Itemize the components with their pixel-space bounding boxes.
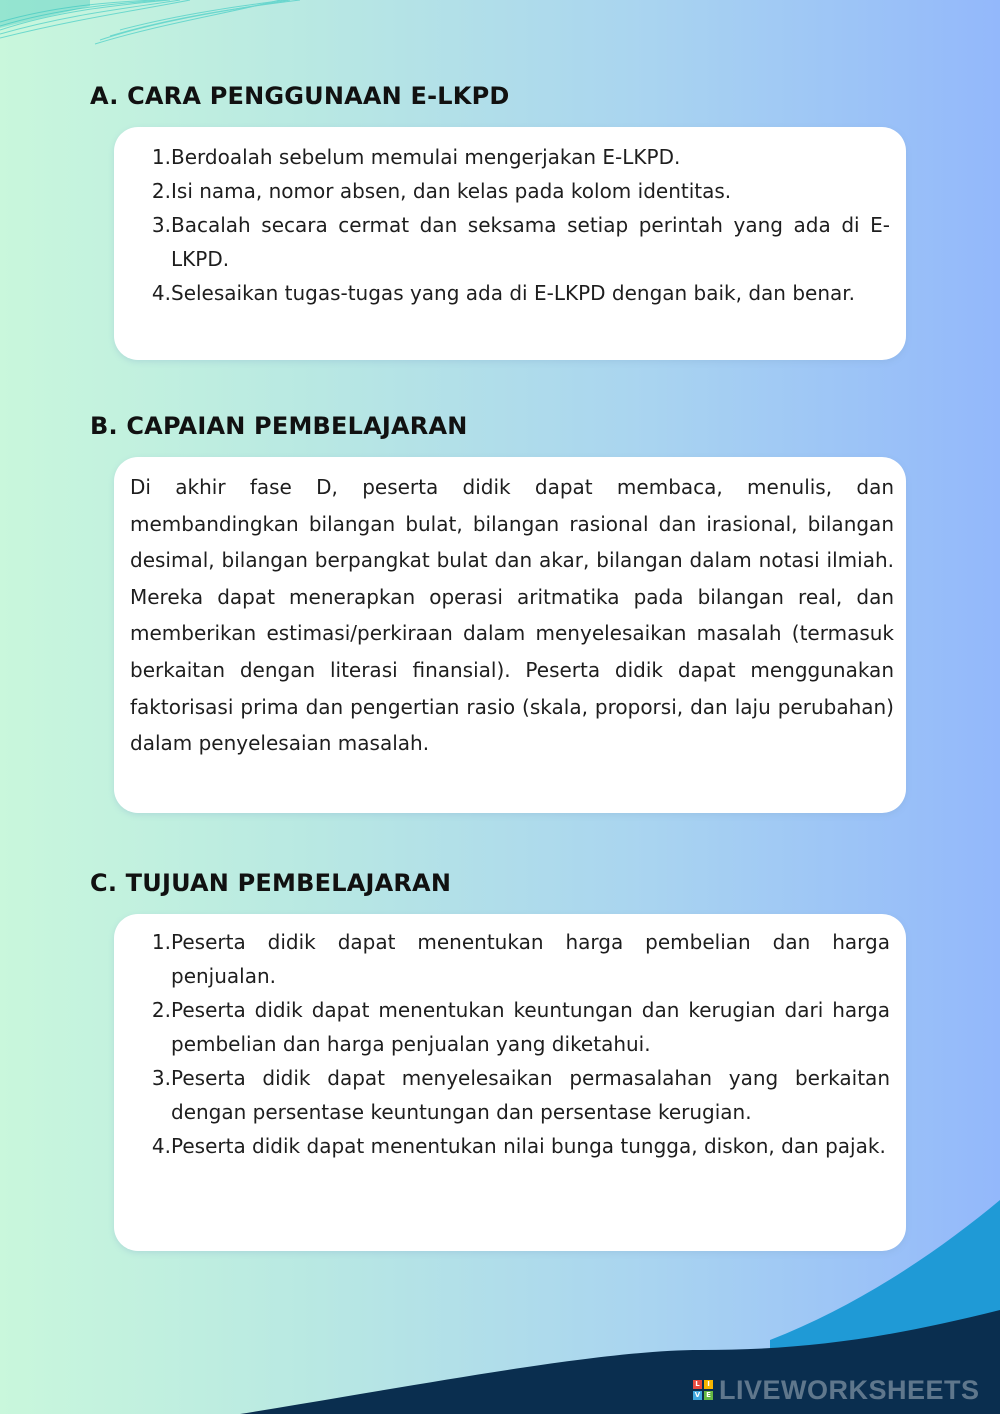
list-item [114,925,890,993]
item-text: Selesaikan tugas-tugas yang ada di E-LKPD dengan baik, dan benar. [171,281,856,305]
list-item [114,993,890,1061]
learning-outcomes-paragraph: Di akhir fase D, peserta didik dapat membaca, menulis, dan membandingkan bilangan bulat, bilangan rasional dan irasional, bilangan desimal, bilangan berpangkat bulat dan akar, bilangan dalam notasi ilmiah. Mereka dapat menerapkan operasi aritmatika pada bilangan real, dan memberikan estimasi/perkiraan dalam menyelesaikan masalah (termasuk berkaitan dengan literasi finansial). Peserta didik dapat menggunakan faktorisasi prima dan pengertian rasio (skala, proporsi, dan laju perubahan) dalam penyelesaian masalah. [130,475,894,756]
item-text: Peserta didik dapat menentukan nilai bunga tungga, diskon, dan pajak. [171,1134,886,1158]
item-text: Berdoalah sebelum memulai mengerjakan E-LKPD. [171,145,681,169]
liveworksheets-watermark [693,1376,980,1404]
logo-letter: V [694,1391,701,1399]
logo-letter: E [704,1391,713,1400]
list-item [114,276,890,310]
item-number: 3. [151,213,171,237]
list-item [114,1061,890,1129]
list-item [114,208,890,276]
logo-letter: L [693,1380,702,1389]
item-text: Peserta didik dapat menentukan harga pembelian dan harga penjualan. [171,930,890,988]
section-b-title: B. CAPAIAN PEMBELAJARAN [90,412,468,440]
objectives-list [114,925,890,1163]
item-text: Peserta didik dapat menyelesaikan permasalahan yang berkaitan dengan persentase keuntungan dan persentase kerugian. [171,1066,890,1124]
item-number: 2. [151,998,171,1022]
item-text: Peserta didik dapat menentukan keuntungan dan kerugian dari harga pembelian dan harga penjualan yang diketahui. [171,998,890,1056]
watermark-text: LIVEWORKSHEETS [719,1374,980,1405]
list-item [114,1129,890,1163]
decorative-wave-lines [0,0,300,60]
item-text: Isi nama, nomor absen, dan kelas pada kolom identitas. [171,179,732,203]
section-c-title: C. TUJUAN PEMBELAJARAN [90,869,452,897]
list-item [114,174,890,208]
item-number: 2. [151,179,171,203]
item-number: 1. [151,930,171,954]
item-number: 1. [151,145,171,169]
logo-letter: I [704,1380,713,1389]
list-item [114,140,890,174]
learning-outcomes-card [114,457,906,813]
usage-steps-list [114,140,890,310]
item-number: 4. [151,281,171,305]
usage-instructions-card [114,127,906,360]
section-a-title: A. CARA PENGGUNAAN E-LKPD [90,82,510,110]
item-text: Bacalah secara cermat dan seksama setiap perintah yang ada di E-LKPD. [171,213,890,271]
item-number: 4. [151,1134,171,1158]
liveworksheets-logo-icon [693,1380,713,1400]
item-number: 3. [151,1066,171,1090]
